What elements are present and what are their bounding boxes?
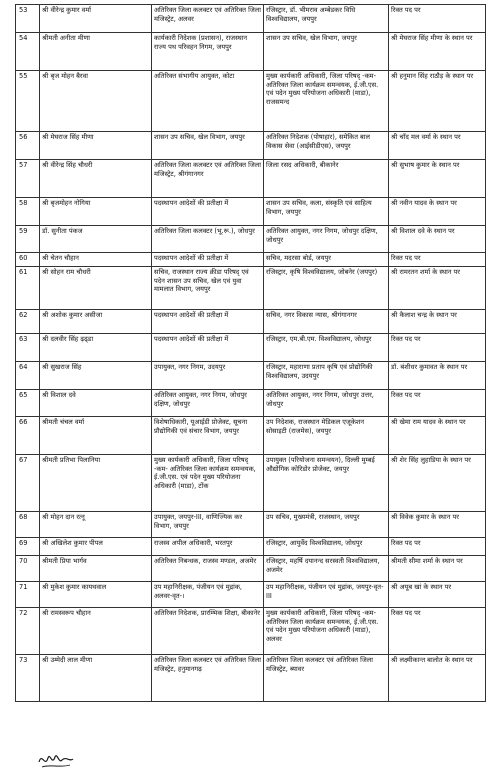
cell-serial-number: 63 [16, 334, 40, 362]
cell-current-posting: अतिरिक्त जिला कलक्टर एवं अतिरिक्त जिला मजिस्ट्रेट, अलवर [152, 5, 264, 33]
cell-remark: श्री नवीन यादव के स्थान पर [389, 198, 486, 226]
cell-remark: रिक्त पद पर [389, 608, 486, 655]
cell-current-posting: सचिव, राजस्थान राज्य क्रीडा परिषद् एवं पदेन शासन उप सचिव, खेल एवं युवा मामलात विभाग, जयपुर [152, 267, 264, 310]
table-row [16, 608, 486, 655]
cell-current-posting: राजस्व अपील अधिकारी, भरतपुर [152, 538, 264, 556]
cell-new-posting: शासन उप सचिव, खेल विभाग, जयपुर [264, 33, 389, 71]
cell-new-posting: रजिस्ट्रार, महाराणा प्रताप कृषि एवं प्रोद्योगिकी विश्वविद्यालय, उदयपुर [264, 362, 389, 390]
table-row [16, 512, 486, 538]
cell-officer-name: श्री बृज मोहन बैरवा [40, 71, 152, 132]
cell-current-posting: अतिरिक्त निदेशक, प्रारम्भिक शिक्षा, बीकानेर [152, 608, 264, 655]
cell-new-posting: उपायुक्त (परियोजना समन्वयन), दिल्ली मुम्बई औद्योगिक कोरिडोर प्रोजेक्ट, जयपुर [264, 455, 389, 512]
table-row [16, 132, 486, 160]
cell-officer-name: श्रीमती चंचल वर्मा [40, 417, 152, 455]
cell-officer-name: श्रीमती प्रिया भार्गव [40, 556, 152, 582]
cell-officer-name: श्रीमती अनीता मीणा [40, 33, 152, 71]
cell-remark: श्री हनुमान सिंह राठौड़ के स्थान पर [389, 71, 486, 132]
table-row [16, 198, 486, 226]
cell-current-posting: उपायुक्त, जयपुर-III, वाणिज्यिक कर विभाग, जयपुर [152, 512, 264, 538]
cell-new-posting: उप सचिव, मुख्यमंत्री, राजस्थान, जयपुर [264, 512, 389, 538]
cell-current-posting: अतिरिक्त आयुक्त, नगर निगम, जोधपुर दक्षिण, जोधपुर [152, 390, 264, 417]
cell-remark: रिक्त पद पर [389, 390, 486, 417]
cell-current-posting: अतिरिक्त संभागीय आयुक्त, कोटा [152, 71, 264, 132]
cell-officer-name: डॉ. सुनीता पंकज [40, 226, 152, 253]
cell-new-posting: रजिस्ट्रार, आयुर्वेद विश्वविद्यालय, जोधपुर [264, 538, 389, 556]
transfer-table-body [16, 5, 486, 702]
cell-serial-number: 58 [16, 198, 40, 226]
cell-serial-number: 59 [16, 226, 40, 253]
cell-current-posting: पदस्थापन आदेशों की प्रतीक्षा में [152, 310, 264, 334]
cell-current-posting: विशेषाधिकारी, यूआईडी प्रोजेक्ट, सूचना प्रौद्योगिकी एवं संचार विभाग, जयपुर [152, 417, 264, 455]
cell-new-posting: सचिव, मदरसा बोर्ड, जयपुर [264, 253, 389, 267]
cell-current-posting: अतिरिक्त जिला कलक्टर एवं अतिरिक्त जिला मजिस्ट्रेट, श्रीगंगानगर [152, 160, 264, 198]
cell-officer-name: श्री मुकेश कुमार कायथवाल [40, 582, 152, 608]
handwritten-signature [36, 748, 76, 772]
cell-officer-name: श्री मेघराज सिंह मीणा [40, 132, 152, 160]
cell-officer-name: श्री सुखराज सिंह [40, 362, 152, 390]
cell-current-posting: पदस्थापन आदेशों की प्रतीक्षा में [152, 253, 264, 267]
cell-new-posting: शासन उप सचिव, कला, संस्कृति एवं साहित्य विभाग, जयपुर [264, 198, 389, 226]
cell-new-posting: अतिरिक्त आयुक्त, नगर निगम, जोधपुर उत्तर, जोधपुर [264, 390, 389, 417]
cell-officer-name: श्री वीरेन्द्र सिंह चौधरी [40, 160, 152, 198]
table-row [16, 267, 486, 310]
cell-current-posting: अतिरिक्त जिला कलक्टर एवं अतिरिक्त जिला मजिस्ट्रेट, हनुमानगढ़ [152, 655, 264, 702]
cell-officer-name: श्री विशाल दवे [40, 390, 152, 417]
table-row [16, 334, 486, 362]
cell-serial-number: 69 [16, 538, 40, 556]
cell-new-posting: रजिस्ट्रार, कृषि विश्वविद्यालय, जोबनेर (जयपुर) [264, 267, 389, 310]
cell-officer-name: श्री बृजमोहन नोगिया [40, 198, 152, 226]
cell-serial-number: 56 [16, 132, 40, 160]
cell-remark: डॉ. बंशीधर कुमावत के स्थान पर [389, 362, 486, 390]
cell-officer-name: श्री रामस्वरूप चौहान [40, 608, 152, 655]
cell-remark: श्री लक्ष्मीकान्त बालोत के स्थान पर [389, 655, 486, 702]
table-row [16, 226, 486, 253]
table-row [16, 417, 486, 455]
cell-remark: श्री रामरतन शर्मा के स्थान पर [389, 267, 486, 310]
cell-serial-number: 67 [16, 455, 40, 512]
cell-new-posting: रजिस्ट्रार, एम.बी.एम. विश्वविद्यालय, जोधपुर [264, 334, 389, 362]
cell-serial-number: 55 [16, 71, 40, 132]
cell-remark: श्री कैलाश चन्द्र के स्थान पर [389, 310, 486, 334]
cell-remark: श्री शेर सिंह लुहाडिया के स्थान पर [389, 455, 486, 512]
transfer-order-page [15, 4, 485, 702]
cell-officer-name: श्री दलवीर सिंह ढ़ढ्डा [40, 334, 152, 362]
table-row [16, 33, 486, 71]
cell-current-posting: अतिरिक्त निबन्धक, राजस्व मण्डल, अजमेर [152, 556, 264, 582]
cell-remark: श्री विवेक कुमार के स्थान पर [389, 512, 486, 538]
table-row [16, 582, 486, 608]
cell-serial-number: 53 [16, 5, 40, 33]
cell-officer-name: श्री चेतन चौहान [40, 253, 152, 267]
cell-officer-name: श्रीमती प्रतिभा पिलानिया [40, 455, 152, 512]
cell-officer-name: श्री मोहन दान रत्नू [40, 512, 152, 538]
cell-remark: श्री सुभाष कुमार के स्थान पर [389, 160, 486, 198]
cell-current-posting: शासन उप सचिव, खेल विभाग, जयपुर [152, 132, 264, 160]
cell-serial-number: 64 [16, 362, 40, 390]
cell-serial-number: 71 [16, 582, 40, 608]
table-row [16, 160, 486, 198]
transfer-table [15, 4, 486, 702]
cell-remark: श्री विशाल दवे के स्थान पर [389, 226, 486, 253]
cell-current-posting: उपायुक्त, नगर निगम, उदयपुर [152, 362, 264, 390]
cell-new-posting: अतिरिक्त जिला कलक्टर एवं अतिरिक्त जिला मजिस्ट्रेट, ब्यावर [264, 655, 389, 702]
table-row [16, 655, 486, 702]
cell-remark: श्री खेमा राम यादव के स्थान पर [389, 417, 486, 455]
cell-officer-name: श्री वीरेन्द्र कुमार वर्मा [40, 5, 152, 33]
table-row [16, 71, 486, 132]
cell-remark: रिक्त पद पर [389, 253, 486, 267]
cell-remark: श्री मेघराज सिंह मीणा के स्थान पर [389, 33, 486, 71]
cell-serial-number: 54 [16, 33, 40, 71]
cell-serial-number: 73 [16, 655, 40, 702]
table-row [16, 538, 486, 556]
cell-serial-number: 70 [16, 556, 40, 582]
cell-current-posting: पदस्थापन आदेशों की प्रतीक्षा में [152, 198, 264, 226]
cell-officer-name: श्री सोहन राम चौधरी [40, 267, 152, 310]
cell-serial-number: 60 [16, 253, 40, 267]
cell-serial-number: 61 [16, 267, 40, 310]
cell-remark: श्री अयूब खां के स्थान पर [389, 582, 486, 608]
cell-new-posting: रजिस्ट्रार, डॉ. भीमराव अम्बेडकर विधि विश्वविद्यालय, जयपुर [264, 5, 389, 33]
cell-serial-number: 66 [16, 417, 40, 455]
cell-new-posting: उप निदेशक, राजस्थान मेडिकल एजूकेशन सोसाइटी (राजमेस), जयपुर [264, 417, 389, 455]
cell-new-posting: मुख्य कार्यकारी अधिकारी, जिला परिषद् -कम- अतिरिक्त जिला कार्यक्रम समन्वयक, ई.जी.एस. एवं पदेन मुख्य परियोजना अधिकारी (माडा), अलवर [264, 608, 389, 655]
cell-serial-number: 68 [16, 512, 40, 538]
cell-remark: रिक्त पद पर [389, 5, 486, 33]
cell-current-posting: मुख्य कार्यकारी अधिकारी, जिला परिषद् -कम- अतिरिक्त जिला कार्यक्रम समन्वयक, ई.जी.एस. एवं पदेन मुख्य परियोजना अधिकारी (माडा), टोंक [152, 455, 264, 512]
cell-new-posting: सचिव, नगर विकास न्यास, श्रीगंगानगर [264, 310, 389, 334]
table-row [16, 253, 486, 267]
table-row [16, 455, 486, 512]
cell-new-posting: उप महानिरीक्षक, पंजीयन एवं मुद्रांक, जयपुर-वृत-III [264, 582, 389, 608]
cell-current-posting: अतिरिक्त जिला कलक्टर (भू.रू.), जोधपुर [152, 226, 264, 253]
cell-new-posting: रजिस्ट्रार, महर्षि दयानन्द सरस्वती विश्वविद्यालय, अजमेर [264, 556, 389, 582]
table-row [16, 556, 486, 582]
cell-serial-number: 72 [16, 608, 40, 655]
cell-current-posting: उप महानिरीक्षक, पंजीयन एवं मुद्रांक, अलवर-वृत-। [152, 582, 264, 608]
cell-serial-number: 62 [16, 310, 40, 334]
cell-remark: रिक्त पद पर [389, 334, 486, 362]
cell-officer-name: श्री अखिलेश कुमार पीपल [40, 538, 152, 556]
cell-officer-name: श्री उम्मेदी लाल मीणा [40, 655, 152, 702]
cell-new-posting: अतिरिक्त आयुक्त, नगर निगम, जोधपुर दक्षिण, जोधपुर [264, 226, 389, 253]
table-row [16, 362, 486, 390]
cell-current-posting: पदस्थापन आदेशों की प्रतीक्षा में [152, 334, 264, 362]
table-row [16, 390, 486, 417]
cell-current-posting: कार्यकारी निदेशक (प्रशासन), राजस्थान राज्य पथ परिवहन निगम, जयपुर [152, 33, 264, 71]
cell-officer-name: श्री अशोक कुमार असीजा [40, 310, 152, 334]
cell-remark: रिक्त पद पर [389, 538, 486, 556]
cell-serial-number: 57 [16, 160, 40, 198]
cell-remark: श्रीमती सीमा शर्मा के स्थान पर [389, 556, 486, 582]
cell-new-posting: जिला रसद अधिकारी, बीकानेर [264, 160, 389, 198]
table-row [16, 5, 486, 33]
cell-serial-number: 65 [16, 390, 40, 417]
table-row [16, 310, 486, 334]
cell-new-posting: अतिरिक्त निदेशक (पोषाहार), समेकित बाल विकास सेवा (आईसीडीएस), जयपुर [264, 132, 389, 160]
cell-new-posting: मुख्य कार्यकारी अधिकारी, जिला परिषद् -कम- अतिरिक्त जिला कार्यक्रम समन्वयक, ई.जी.एस. एवं पदेन मुख्य परियोजना अधिकारी (माडा), राजसमन्द [264, 71, 389, 132]
cell-remark: श्री चाँद मल वर्मा के स्थान पर [389, 132, 486, 160]
